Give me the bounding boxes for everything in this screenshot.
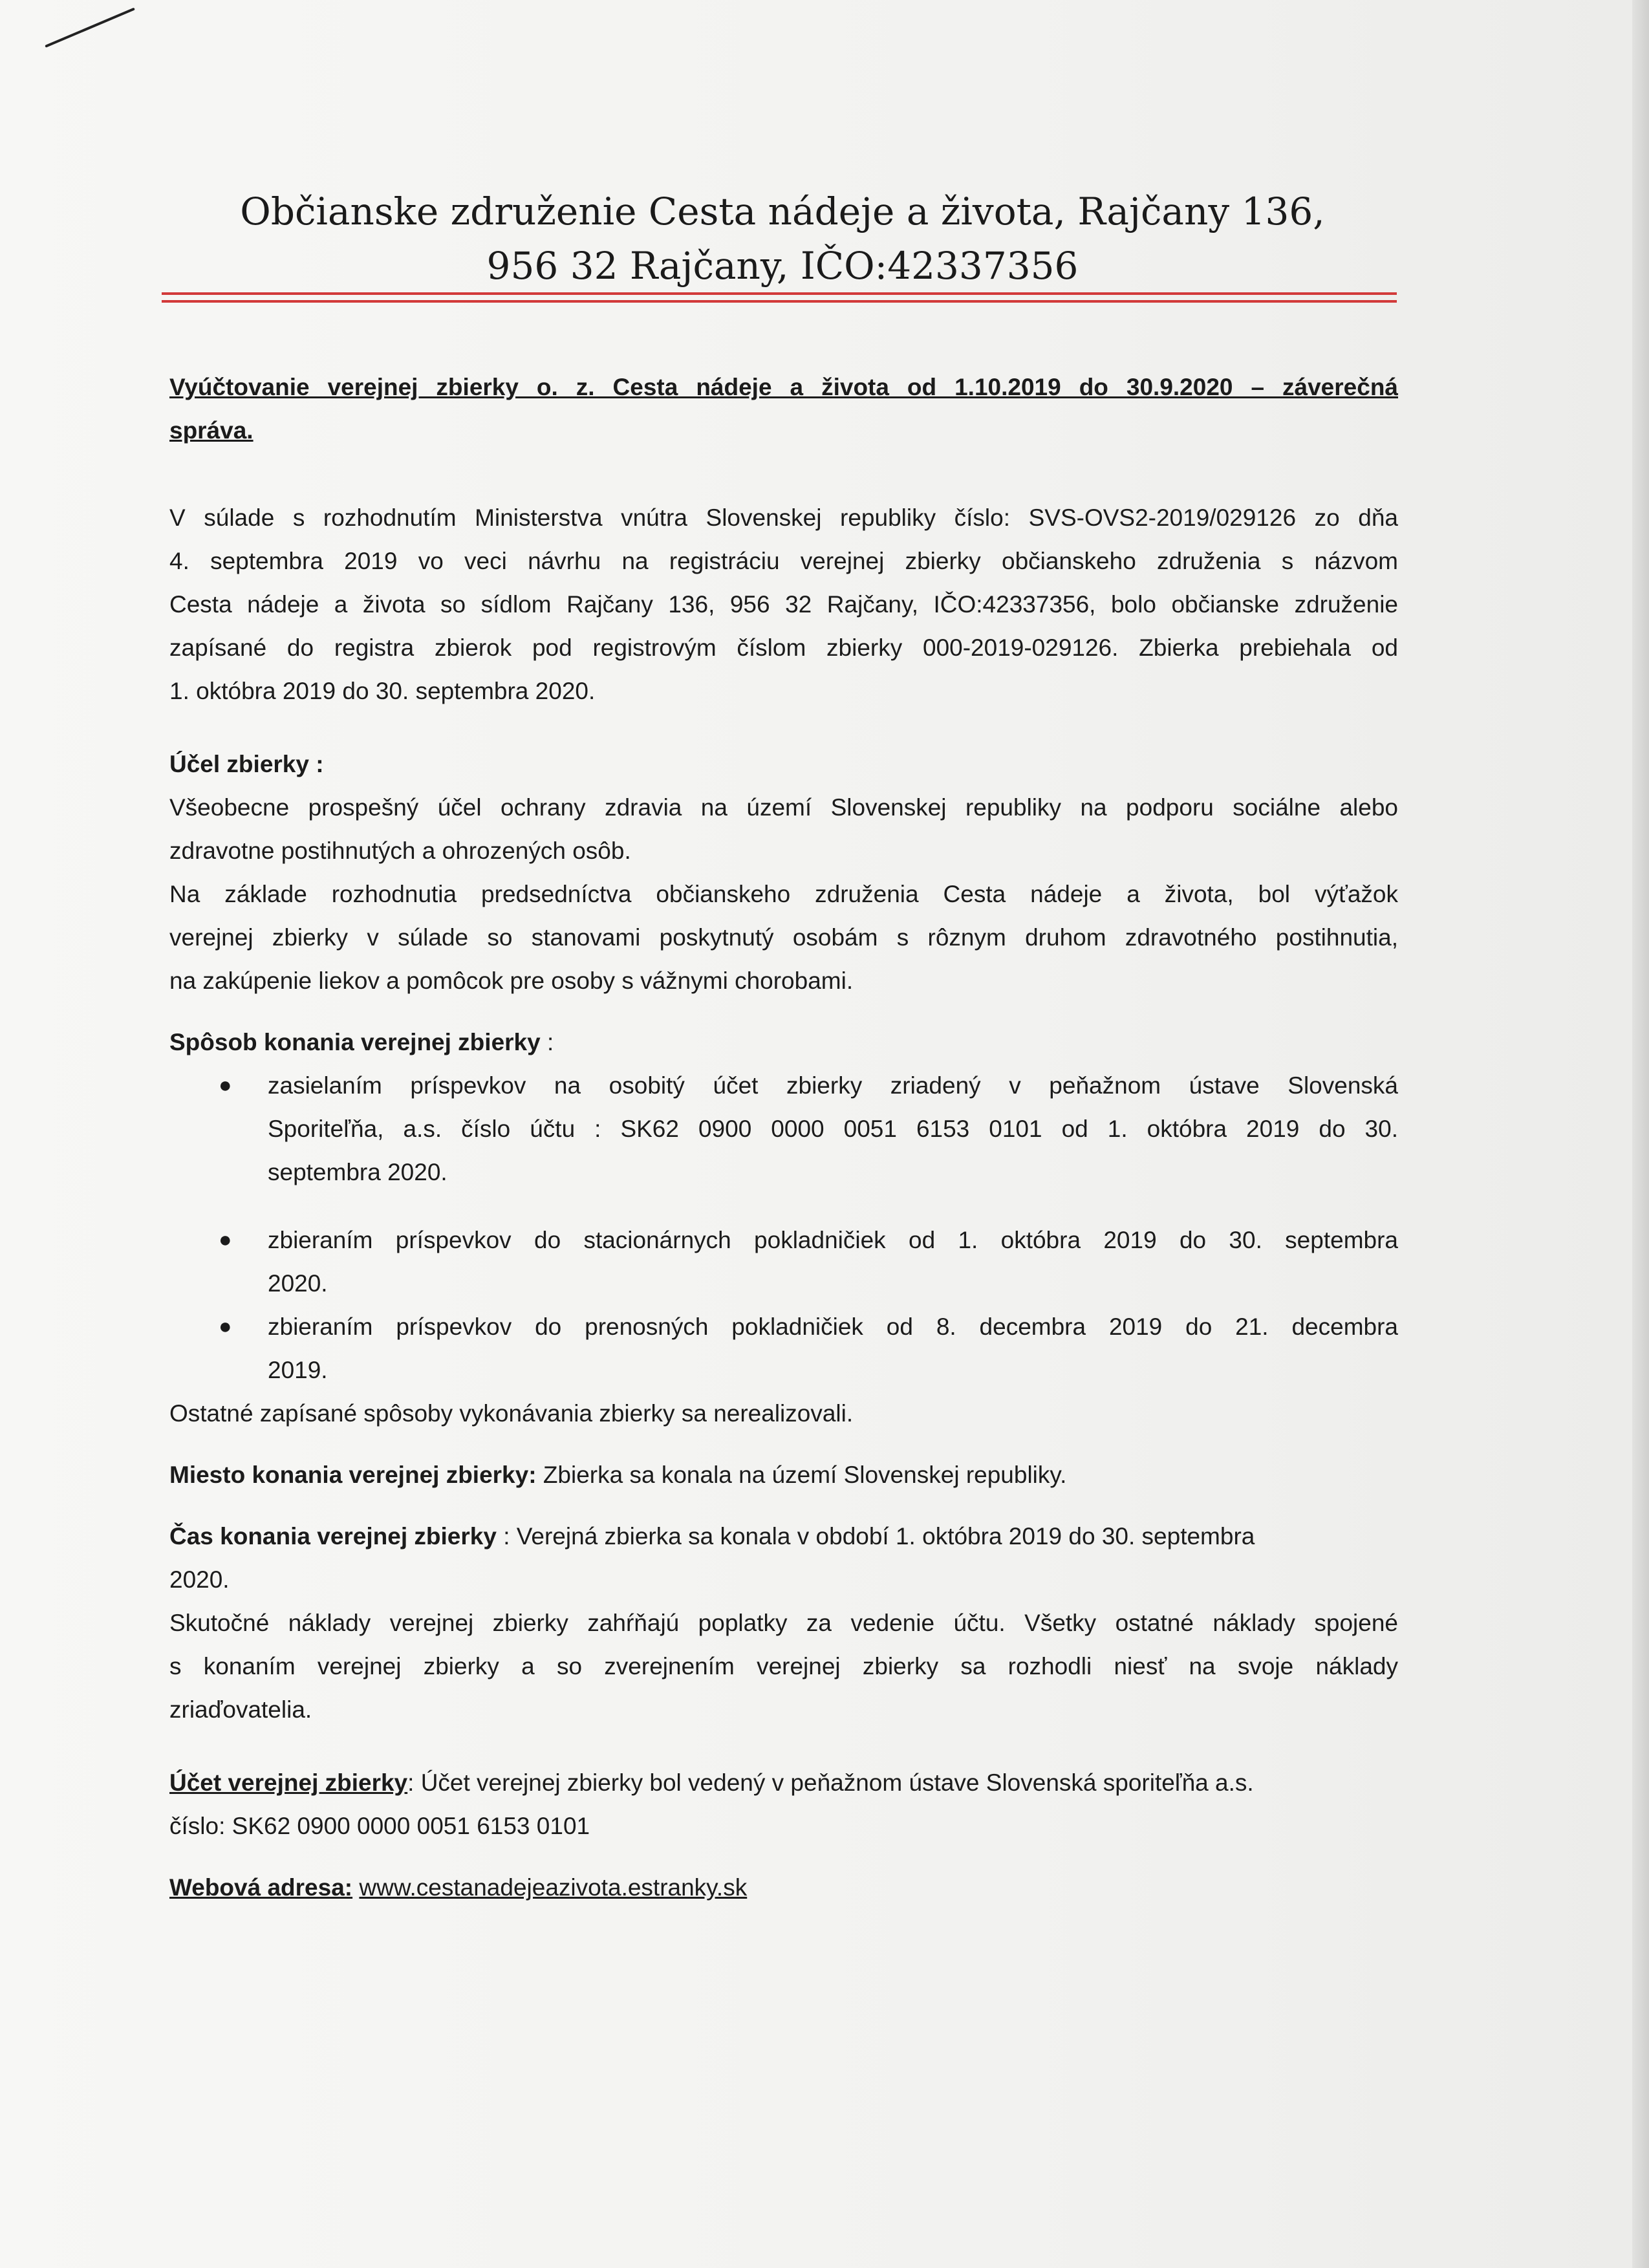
account-heading: Účet verejnej zbierky bbox=[169, 1769, 408, 1796]
method-other-note: Ostatné zapísané spôsoby vykonávania zbierky sa nerealizovali. bbox=[169, 1400, 854, 1427]
purpose-line: na zakúpenie liekov a pomôcok pre osoby s vážnymi chorobami. bbox=[169, 967, 854, 994]
intro-paragraph bbox=[169, 496, 1398, 713]
bullet-icon: ● bbox=[219, 1314, 232, 1339]
account-text: : Účet verejnej zbierky bol vedený v peňažnom ústave Slovenská sporiteľňa a.s. bbox=[407, 1769, 1254, 1796]
intro-line: Cesta nádeje a života so sídlom Rajčany 136, 956 32 Rajčany, IČO:42337356, bolo občianske združenie bbox=[169, 591, 1398, 618]
document-header bbox=[168, 184, 1397, 293]
place-heading: Miesto konania verejnej zbierky: bbox=[169, 1462, 537, 1488]
method-heading-suffix: : bbox=[540, 1029, 554, 1055]
time-line-2: 2020. bbox=[169, 1566, 230, 1593]
bullet-2-line: 2020. bbox=[268, 1270, 328, 1297]
web-heading: Webová adresa: bbox=[169, 1874, 353, 1901]
header-line-1: Občianske združenie Cesta nádeje a života, Rajčany 136, bbox=[240, 189, 1325, 233]
time-row bbox=[169, 1515, 1398, 1558]
bullet-icon: ● bbox=[219, 1073, 232, 1097]
place-row bbox=[169, 1453, 1398, 1496]
time-section bbox=[169, 1515, 1398, 1601]
method-heading-row bbox=[169, 1021, 1398, 1064]
bullet-1-line: zasielaním príspevkov na osobitý účet zbierky zriadený v peňažnom ústave Slovenská bbox=[268, 1072, 1398, 1099]
time-text: : Verejná zbierka sa konala v období 1. októbra 2019 do 30. septembra bbox=[496, 1523, 1255, 1550]
method-section bbox=[169, 1021, 1398, 1435]
intro-line: 4. septembra 2019 vo veci návrhu na registráciu verejnej zbierky občianskeho združenia s názvom bbox=[169, 548, 1398, 574]
place-text: Zbierka sa konala na území Slovenskej republiky. bbox=[536, 1462, 1067, 1488]
bullet-3-line: 2019. bbox=[268, 1357, 328, 1383]
method-heading: Spôsob konania verejnej zbierky bbox=[169, 1029, 541, 1055]
purpose-line: Na základe rozhodnutia predsedníctva občianskeho združenia Cesta nádeje a života, bol výťažok bbox=[169, 881, 1398, 907]
web-address-link[interactable]: www.cestanadejeazivota.estranky.sk bbox=[359, 1874, 748, 1901]
bullet-2-line: zbieraním príspevkov do stacionárnych pokladničiek od 1. októbra 2019 do 30. septembra bbox=[268, 1227, 1398, 1253]
costs-line: s konaním verejnej zbierky a so zverejnením verejnej zbierky sa rozhodli niesť na svoje náklady bbox=[169, 1653, 1398, 1679]
header-rule-bottom bbox=[162, 300, 1397, 303]
intro-line: zapísané do registra zbierok pod registrovým číslom zbierky 000-2019-029126. Zbierka prebiehala od bbox=[169, 634, 1398, 661]
intro-line: V súlade s rozhodnutím Ministerstva vnútra Slovenskej republiky číslo: SVS-OVS2-2019/029126 zo dňa bbox=[169, 504, 1398, 531]
method-list bbox=[169, 1064, 1398, 1392]
page-edge-shadow bbox=[1632, 0, 1649, 2268]
costs-paragraph bbox=[169, 1601, 1398, 1731]
costs-line: Skutočné náklady verejnej zbierky zahŕňajú poplatky za vedenie účtu. Všetky ostatné náklady spojené bbox=[169, 1610, 1398, 1636]
list-item bbox=[169, 1218, 1398, 1305]
bullet-icon: ● bbox=[219, 1227, 232, 1252]
account-section bbox=[169, 1761, 1398, 1848]
bullet-3-line: zbieraním príspevkov do prenosných pokladničiek od 8. decembra 2019 do 21. decembra bbox=[268, 1313, 1398, 1340]
list-item bbox=[169, 1064, 1398, 1194]
purpose-section bbox=[169, 742, 1398, 1002]
account-row bbox=[169, 1761, 1398, 1804]
costs-line: zriaďovatelia. bbox=[169, 1696, 312, 1723]
purpose-line: zdravotne postihnutých a ohrozených osôb. bbox=[169, 837, 631, 864]
account-line-2: číslo: SK62 0900 0000 0051 6153 0101 bbox=[169, 1813, 590, 1839]
header-line-2: 956 32 Rajčany, IČO:42337356 bbox=[486, 244, 1079, 288]
web-row bbox=[169, 1866, 1398, 1909]
report-title-line-1: Vyúčtovanie verejnej zbierky o. z. Cesta nádeje a života od 1.10.2019 do 30.9.2020 – záverečná bbox=[169, 374, 1398, 400]
document-body bbox=[169, 365, 1398, 1909]
intro-line: 1. októbra 2019 do 30. septembra 2020. bbox=[169, 678, 596, 704]
header-rule-top bbox=[162, 292, 1397, 295]
report-title-line-2: správa. bbox=[169, 417, 253, 444]
bullet-1-line: septembra 2020. bbox=[268, 1159, 447, 1185]
list-item bbox=[169, 1305, 1398, 1392]
purpose-line: Všeobecne prospešný účel ochrany zdravia na území Slovenskej republiky na podporu sociálne alebo bbox=[169, 794, 1398, 821]
time-heading: Čas konania verejnej zbierky bbox=[169, 1523, 497, 1550]
purpose-heading: Účel zbierky : bbox=[169, 751, 324, 777]
purpose-line: verejnej zbierky v súlade so stanovami poskytnutý osobám s rôznym druhom zdravotného postihnutia, bbox=[169, 924, 1398, 951]
bullet-1-line: Sporiteľňa, a.s. číslo účtu : SK62 0900 0000 0051 6153 0101 od 1. októbra 2019 do 30. bbox=[268, 1116, 1398, 1142]
